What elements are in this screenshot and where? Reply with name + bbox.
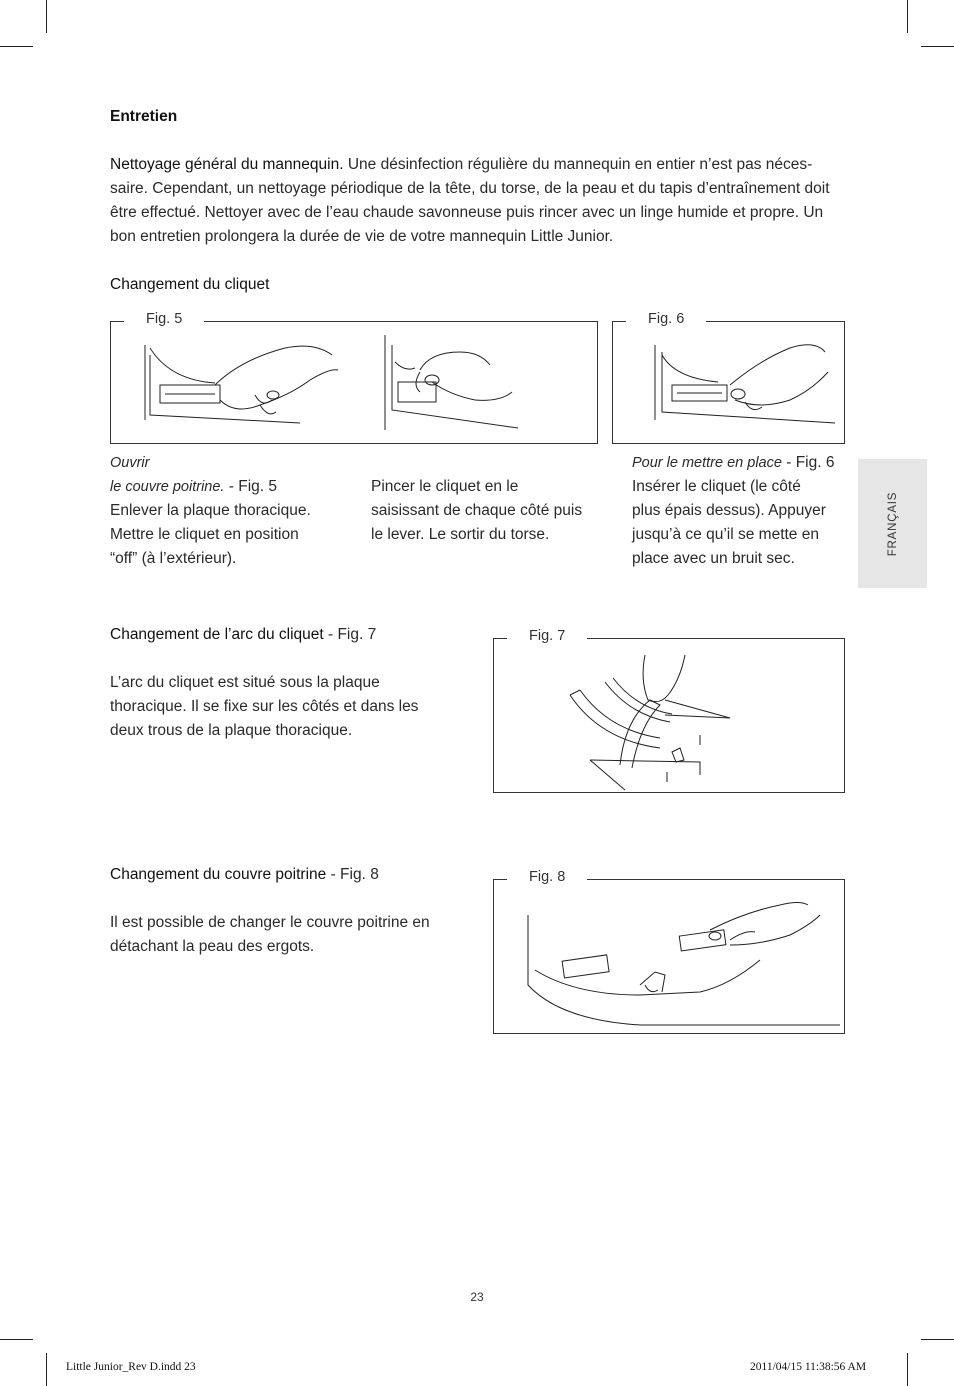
- cleaning-line-2: saire. Cependant, un nettoyage périodique de la tête, du torse, de la peau et du tapis d’entraînement doit: [110, 180, 830, 197]
- ratchet-col3-ref: - Fig. 6: [781, 454, 835, 471]
- arc-title: Changement de l’arc du cliquet: [110, 626, 324, 643]
- fig8-label: Fig. 8: [507, 868, 587, 886]
- ratchet-col1-line3: Enlever la plaque thoracique.: [110, 502, 311, 519]
- cleaning-line-4: bon entretien prolongera la durée de vie de votre mannequin Little Junior.: [110, 228, 614, 245]
- chest-cover-ref: - Fig. 8: [326, 866, 379, 883]
- fig6-label: Fig. 6: [626, 310, 706, 328]
- fig7-label: Fig. 7: [507, 627, 587, 645]
- arc-line-3: deux trous de la plaque thoracique.: [110, 722, 353, 739]
- ratchet-col1-ref: - Fig. 5: [224, 478, 277, 495]
- ratchet-col1-line4: Mettre le cliquet en position: [110, 526, 299, 543]
- ratchet-col3-line2: Insérer le cliquet (le côté: [632, 478, 801, 495]
- ratchet-col1-italic-2: le couvre poitrine.: [110, 479, 225, 495]
- cleaning-line-1-text: Une désinfection régulière du mannequin en entier n’est pas néces-: [343, 156, 813, 173]
- fig5-drawing-left: [145, 345, 338, 423]
- cleaning-line-3: être effectué. Nettoyer avec de l’eau chaude savonneuse puis rincer avec un linge humide et propre. Un: [110, 204, 824, 221]
- fig5-drawing-right: [385, 335, 518, 430]
- ratchet-col3: [632, 451, 852, 571]
- ratchet-col2-line1: Pincer le cliquet en le: [371, 478, 519, 495]
- chest-cover-title-line: [110, 863, 470, 887]
- chest-cover-section: [110, 863, 470, 959]
- ratchet-col3-line1: [632, 451, 852, 475]
- language-tab-label: FRANÇAIS: [886, 491, 899, 556]
- ratchet-col2: [371, 475, 611, 547]
- language-tab: [858, 459, 927, 588]
- ratchet-col1-line2: [110, 475, 360, 499]
- arc-title-line: [110, 623, 470, 647]
- ratchet-col3-line5: place avec un bruit sec.: [632, 550, 795, 567]
- arc-line-1: L’arc du cliquet est situé sous la plaque: [110, 674, 380, 691]
- ratchet-col2-line3: le lever. Le sortir du torse.: [371, 526, 550, 543]
- slug-right: 2011/04/15 11:38:56 AM: [750, 1361, 867, 1373]
- fig5-label: Fig. 5: [124, 310, 204, 328]
- arc-section: [110, 623, 470, 743]
- chest-cover-line-1: Il est possible de changer le couvre poitrine en: [110, 914, 430, 931]
- cleaning-lead: Nettoyage général du mannequin.: [110, 156, 344, 173]
- ratchet-col2-line2: saisissant de chaque côté puis: [371, 502, 583, 519]
- ratchet-col1: [110, 451, 360, 571]
- ratchet-col1-line5: “off” (à l’extérieur).: [110, 550, 237, 567]
- arc-line-2: thoracique. Il se fixe sur les côtés et dans les: [110, 698, 419, 715]
- chest-cover-title: Changement du couvre poitrine: [110, 866, 327, 883]
- ratchet-col3-italic: Pour le mettre en place: [632, 455, 782, 471]
- fig8-drawing: [528, 903, 840, 1026]
- fig7-drawing: [570, 655, 730, 790]
- fig6-drawing: [655, 345, 835, 423]
- arc-spacer: [110, 647, 470, 671]
- chest-cover-spacer: [110, 887, 470, 911]
- ratchet-col1-italic-1: Ouvrir: [110, 455, 150, 471]
- section-title: Entretien: [110, 108, 178, 125]
- ratchet-col3-line3: plus épais dessus). Appuyer: [632, 502, 826, 519]
- arc-ref: - Fig. 7: [323, 626, 377, 643]
- ratchet-col3-line4: jusqu’à ce qu’il se mette en: [632, 526, 819, 543]
- page-number: 23: [470, 1290, 484, 1304]
- chest-cover-line-2: détachant la peau des ergots.: [110, 938, 315, 955]
- ratchet-title: Changement du cliquet: [110, 276, 270, 293]
- slug-left: Little Junior_Rev D.indd 23: [66, 1361, 196, 1373]
